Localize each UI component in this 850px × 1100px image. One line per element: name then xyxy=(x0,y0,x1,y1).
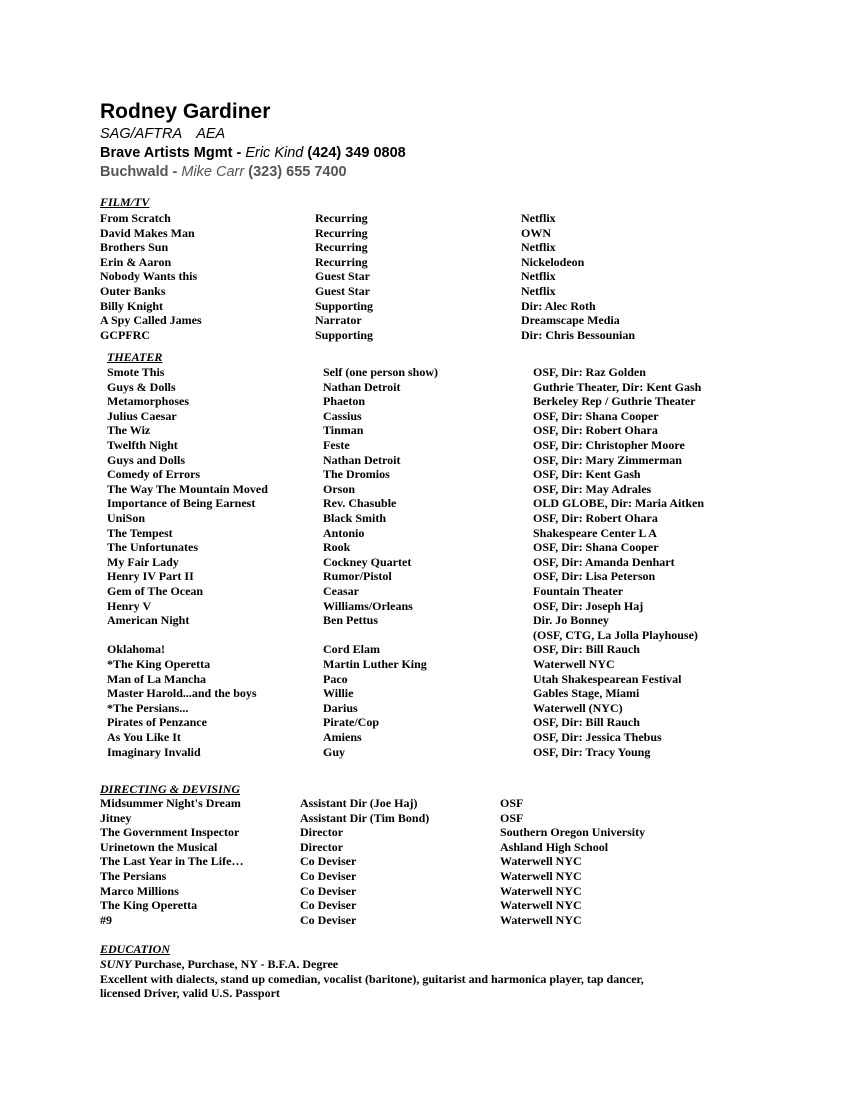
credit-company: OSF xyxy=(500,810,524,825)
credit-role: Recurring xyxy=(315,211,368,225)
credit-title: Billy Knight xyxy=(100,298,164,313)
credit-title: The Persians xyxy=(100,869,167,883)
credit-title: Henry IV Part II xyxy=(107,569,194,584)
credit-company: Waterwell NYC xyxy=(500,854,582,869)
credit-title: A Spy Called James xyxy=(100,313,202,328)
credit-role: Rook xyxy=(323,540,351,555)
credit-company: Nickelodeon xyxy=(521,254,585,269)
credit-company: Netflix xyxy=(521,284,556,298)
credit-role: Rumor/Pistol xyxy=(323,569,392,584)
credit-row xyxy=(0,380,850,395)
section-title-film-tv: FILM/TV xyxy=(100,195,150,209)
credit-role: Director xyxy=(300,839,344,854)
credit-role: Supporting xyxy=(315,327,374,342)
credit-row xyxy=(0,825,850,840)
credit-row xyxy=(0,913,850,928)
credit-role: Director xyxy=(300,825,344,840)
credit-company: Netflix xyxy=(521,269,556,284)
credit-title: Nobody Wants this xyxy=(100,269,198,284)
credit-title: As You Like It xyxy=(107,730,181,744)
credit-title: Gem of The Ocean xyxy=(107,584,204,598)
agency-brave-artists xyxy=(100,145,406,161)
credit-title: My Fair Lady xyxy=(107,554,179,569)
credit-company: Fountain Theater xyxy=(533,584,624,598)
credit-role: Amiens xyxy=(323,730,362,744)
credit-row xyxy=(0,715,850,730)
credit-role: Self (one person show) xyxy=(323,365,439,379)
credit-title: #9 xyxy=(100,912,112,927)
section-title-theater: THEATER xyxy=(107,350,163,364)
credit-title: The Government Inspector xyxy=(100,825,240,840)
credit-row xyxy=(0,584,850,599)
credit-title: GCPFRC xyxy=(100,327,150,342)
skills-line-1: Excellent with dialects, stand up comedian, vocalist (baritone), guitarist and harmonica player, tap dancer, xyxy=(100,972,644,986)
credit-role: Nathan Detroit xyxy=(323,452,401,467)
education-degree xyxy=(100,957,338,972)
credit-company: Waterwell NYC xyxy=(533,657,615,671)
credit-row xyxy=(0,745,850,760)
section-title-education: EDUCATION xyxy=(100,942,171,956)
credit-title: Metamorphoses xyxy=(107,394,189,409)
credit-row xyxy=(0,672,850,687)
credit-title: Guys and Dolls xyxy=(107,452,186,467)
credit-company: OSF, Dir: Tracy Young xyxy=(533,744,651,759)
credit-role: Supporting xyxy=(315,298,374,313)
credit-row xyxy=(0,686,850,701)
credit-row xyxy=(0,226,850,241)
credit-role: Cassius xyxy=(323,408,362,423)
credit-row xyxy=(0,423,850,438)
credit-row xyxy=(0,438,850,453)
credit-title: Imaginary Invalid xyxy=(107,744,201,759)
credit-row xyxy=(0,482,850,497)
credit-title: Brothers Sun xyxy=(100,240,169,255)
agency-contact: Eric Kind xyxy=(245,145,304,161)
credit-role: The Dromios xyxy=(323,467,390,482)
union-aea: AEA xyxy=(196,126,226,142)
credit-title: Master Harold...and the boys xyxy=(107,686,257,701)
credit-role: Ceasar xyxy=(323,584,359,598)
credit-company: OSF, Dir: Lisa Peterson xyxy=(533,569,656,584)
credit-company: OSF, Dir: Robert Ohara xyxy=(533,423,658,438)
credit-role: Black Smith xyxy=(323,511,387,525)
credit-title: Man of La Mancha xyxy=(107,671,206,686)
credit-company: Dir: Alec Roth xyxy=(521,298,596,313)
education-degree-text: Purchase, Purchase, NY - B.F.A. Degree xyxy=(131,957,339,971)
credit-row xyxy=(0,642,850,657)
credit-row xyxy=(0,409,850,424)
credit-title: American Night xyxy=(107,613,190,628)
credit-row xyxy=(0,511,850,526)
credit-company: Guthrie Theater, Dir: Kent Gash xyxy=(533,379,702,394)
credit-role: Guy xyxy=(323,744,346,759)
credit-role: Recurring xyxy=(315,225,368,240)
credit-row xyxy=(0,811,850,826)
credit-role: Co Deviser xyxy=(300,912,357,927)
credit-company: OSF, Dir: Raz Golden xyxy=(533,365,646,379)
credit-company: (OSF, CTG, La Jolla Playhouse) xyxy=(533,627,698,642)
credit-role: Assistant Dir (Joe Haj) xyxy=(300,796,418,810)
education-school: SUNY xyxy=(100,957,132,971)
credit-title: The Unfortunates xyxy=(107,540,199,555)
credit-company: Gables Stage, Miami xyxy=(533,686,640,701)
credit-row xyxy=(0,540,850,555)
credit-company: OSF, Dir: Robert Ohara xyxy=(533,511,658,525)
credit-company: OSF, Dir: Mary Zimmerman xyxy=(533,452,682,467)
credit-role: Martin Luther King xyxy=(323,657,427,671)
credit-title: David Makes Man xyxy=(100,225,195,240)
credit-company: OWN xyxy=(521,225,551,240)
credit-title: The Tempest xyxy=(107,525,173,540)
credit-row xyxy=(0,555,850,570)
credit-company: Dreamscape Media xyxy=(521,313,620,328)
credit-title: Pirates of Penzance xyxy=(107,715,207,730)
credit-role: Guest Star xyxy=(315,284,370,298)
credit-role: Willie xyxy=(323,686,354,701)
credit-row xyxy=(0,269,850,284)
credit-company: OSF, Dir: Kent Gash xyxy=(533,467,641,482)
union-sag: SAG/AFTRA xyxy=(100,126,183,142)
credit-company: OSF, Dir: May Adrales xyxy=(533,481,652,496)
credit-company: Ashland High School xyxy=(500,839,609,854)
credit-row xyxy=(0,240,850,255)
credit-title: Julius Caesar xyxy=(107,408,177,423)
agency-phone: (323) 655 7400 xyxy=(248,164,347,180)
credit-role: Orson xyxy=(323,481,356,496)
credit-row xyxy=(0,467,850,482)
credit-title: Oklahoma! xyxy=(107,642,166,657)
credit-title: Twelfth Night xyxy=(107,438,178,452)
credit-row xyxy=(0,840,850,855)
credit-company: Dir. Jo Bonney xyxy=(533,613,609,628)
agency-phone: (424) 349 0808 xyxy=(307,145,406,161)
credit-role: Paco xyxy=(323,671,348,686)
credit-role: Feste xyxy=(323,438,350,452)
credit-role: Darius xyxy=(323,700,358,715)
credit-title: Guys & Dolls xyxy=(107,379,176,394)
union-affiliations xyxy=(100,126,225,142)
credit-title: *The Persians... xyxy=(107,700,189,715)
credit-row xyxy=(0,869,850,884)
credit-title: Outer Banks xyxy=(100,284,166,298)
credit-company: OSF, Dir: Amanda Denhart xyxy=(533,554,675,569)
credit-company: OSF, Dir: Bill Rauch xyxy=(533,715,640,730)
credit-title: Midsummer Night's Dream xyxy=(100,796,241,810)
credit-role: Cord Elam xyxy=(323,642,380,657)
credit-row xyxy=(0,526,850,541)
credit-company: Waterwell (NYC) xyxy=(533,700,623,715)
credit-row xyxy=(0,365,850,380)
credit-role: Co Deviser xyxy=(300,898,357,913)
credit-role: Assistant Dir (Tim Bond) xyxy=(300,810,430,825)
credit-company: Waterwell NYC xyxy=(500,912,582,927)
credit-company: Netflix xyxy=(521,240,556,255)
credit-company: Utah Shakespearean Festival xyxy=(533,671,682,686)
credit-company: OSF, Dir: Joseph Haj xyxy=(533,598,644,613)
agency-buchwald xyxy=(100,164,347,180)
credit-title: Urinetown the Musical xyxy=(100,839,218,854)
credit-company: OSF, Dir: Christopher Moore xyxy=(533,438,685,452)
credit-role: Tinman xyxy=(323,423,364,438)
credit-row xyxy=(0,898,850,913)
agency-company: Brave Artists Mgmt - xyxy=(100,145,242,161)
credit-title: Erin & Aaron xyxy=(100,254,172,269)
credit-company: OSF, Dir: Shana Cooper xyxy=(533,408,659,423)
credit-row xyxy=(0,884,850,899)
credit-role: Phaeton xyxy=(323,394,365,409)
credit-title: The Last Year in The Life… xyxy=(100,854,244,869)
credit-company: OSF, Dir: Bill Rauch xyxy=(533,642,640,657)
credit-role: Cockney Quartet xyxy=(323,554,412,569)
credit-role: Rev. Chasuble xyxy=(323,496,397,511)
credit-row xyxy=(0,628,850,643)
credit-row xyxy=(0,328,850,343)
credit-row xyxy=(0,211,850,226)
credit-row xyxy=(0,599,850,614)
credit-row xyxy=(0,730,850,745)
credit-company: Southern Oregon University xyxy=(500,825,646,840)
credit-company: Berkeley Rep / Guthrie Theater xyxy=(533,394,696,409)
credit-row xyxy=(0,613,850,628)
credit-company: Waterwell NYC xyxy=(500,869,582,883)
credit-company: Shakespeare Center L A xyxy=(533,525,657,540)
credit-company: OSF, Dir: Shana Cooper xyxy=(533,540,659,555)
credit-row xyxy=(0,701,850,716)
credit-role: Nathan Detroit xyxy=(323,379,401,394)
credit-row xyxy=(0,796,850,811)
credit-row xyxy=(0,299,850,314)
credit-company: Dir: Chris Bessounian xyxy=(521,327,636,342)
credit-company: OSF xyxy=(500,796,524,810)
credit-title: Comedy of Errors xyxy=(107,467,201,482)
skills-line-2: licensed Driver, valid U.S. Passport xyxy=(100,986,280,1000)
credit-row xyxy=(0,657,850,672)
credit-company: Waterwell NYC xyxy=(500,883,582,898)
credit-title: Importance of Being Earnest xyxy=(107,496,256,511)
section-title-directing: DIRECTING & DEVISING xyxy=(100,782,241,796)
credit-company: Waterwell NYC xyxy=(500,898,582,913)
credit-title: Jitney xyxy=(100,810,132,825)
credit-title: UniSon xyxy=(107,511,146,525)
credit-row xyxy=(0,313,850,328)
credit-title: The Way The Mountain Moved xyxy=(107,481,268,496)
credit-row xyxy=(0,284,850,299)
credit-row xyxy=(0,394,850,409)
agency-contact: Mike Carr xyxy=(181,164,245,180)
credit-role: Williams/Orleans xyxy=(323,598,413,613)
credit-company: OLD GLOBE, Dir: Maria Aitken xyxy=(533,496,704,511)
credit-role: Co Deviser xyxy=(300,883,357,898)
credit-title: Smote This xyxy=(107,365,165,379)
credit-title: Marco Millions xyxy=(100,883,179,898)
credit-role: Recurring xyxy=(315,240,368,255)
credit-role: Recurring xyxy=(315,254,368,269)
credit-company: Netflix xyxy=(521,211,556,225)
actor-name: Rodney Gardiner xyxy=(100,100,271,123)
credit-role: Pirate/Cop xyxy=(323,715,379,730)
credit-role: Guest Star xyxy=(315,269,370,284)
credit-row xyxy=(0,496,850,511)
credit-row xyxy=(0,453,850,468)
agency-company: Buchwald - xyxy=(100,164,178,180)
credit-title: Henry V xyxy=(107,598,152,613)
credit-row xyxy=(0,569,850,584)
credit-role: Co Deviser xyxy=(300,854,357,869)
credit-title: From Scratch xyxy=(100,211,171,225)
credit-company: OSF, Dir: Jessica Thebus xyxy=(533,730,662,744)
credit-title: The Wiz xyxy=(107,423,151,438)
credit-role: Antonio xyxy=(323,525,365,540)
credit-row xyxy=(0,854,850,869)
credit-row xyxy=(0,255,850,270)
credit-role: Co Deviser xyxy=(300,869,357,883)
credit-role: Ben Pettus xyxy=(323,613,378,628)
credit-role: Narrator xyxy=(315,313,362,328)
credit-title: *The King Operetta xyxy=(107,657,211,671)
credit-title: The King Operetta xyxy=(100,898,198,913)
